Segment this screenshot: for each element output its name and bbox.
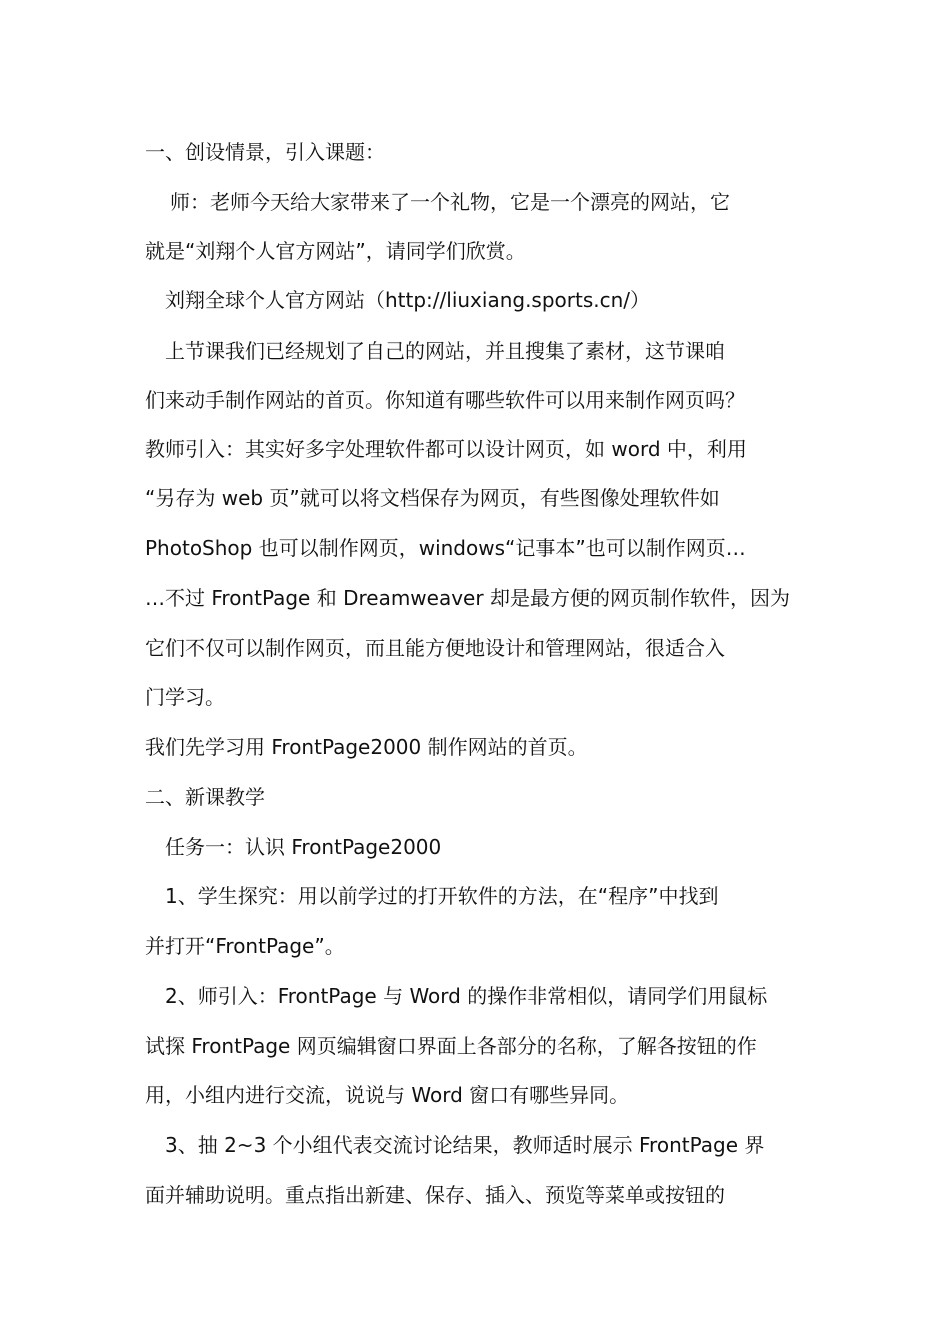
paragraph-line: 3、抽 2~3 个小组代表交流讨论结果，教师适时展示 FrontPage 界	[165, 1133, 765, 1157]
paragraph-line: 面并辅助说明。重点指出新建、保存、插入、预览等菜单或按钮的	[145, 1183, 725, 1207]
paragraph-line: 我们先学习用 FrontPage2000 制作网站的首页。	[145, 735, 588, 759]
paragraph-line: …不过 FrontPage 和 Dreamweaver 却是最方便的网页制作软件，因为	[145, 586, 790, 610]
paragraph-line: 们来动手制作网站的首页。你知道有哪些软件可以用来制作网页吗？	[145, 388, 745, 412]
paragraph-line: 上节课我们已经规划了自己的网站，并且搜集了素材，这节课咱	[165, 339, 725, 363]
paragraph-line: 2、师引入：FrontPage 与 Word 的操作非常相似，请同学们用鼠标	[165, 984, 768, 1008]
website-reference-line: 刘翔全球个人官方网站（http://liuxiang.sports.cn/）	[165, 288, 651, 312]
paragraph-line: 就是“刘翔个人官方网站”，请同学们欣赏。	[145, 239, 526, 263]
paragraph-line: 用，小组内进行交流，说说与 Word 窗口有哪些异同。	[145, 1083, 630, 1107]
paragraph-line: 师：老师今天给大家带来了一个礼物，它是一个漂亮的网站，它	[170, 190, 730, 214]
paragraph-line: 试探 FrontPage 网页编辑窗口界面上各部分的名称，了解各按钮的作	[145, 1034, 757, 1058]
paragraph-line: 教师引入：其实好多字处理软件都可以设计网页，如 word 中，利用	[145, 437, 747, 461]
paragraph-line: 1、学生探究：用以前学过的打开软件的方法，在“程序”中找到	[165, 884, 719, 908]
heading-section-one: 一、创设情景，引入课题：	[145, 140, 385, 164]
paragraph-line: 它们不仅可以制作网页，而且能方便地设计和管理网站，很适合入	[145, 636, 725, 660]
task-heading: 任务一：认识 FrontPage2000	[165, 835, 442, 859]
heading-section-two: 二、新课教学	[145, 785, 265, 809]
paragraph-line: 门学习。	[145, 685, 225, 709]
paragraph-line: “另存为 web 页”就可以将文档保存为网页，有些图像处理软件如	[145, 486, 720, 510]
paragraph-line: 并打开“FrontPage”。	[145, 934, 345, 958]
paragraph-line: PhotoShop 也可以制作网页，windows“记事本”也可以制作网页…	[145, 536, 746, 560]
